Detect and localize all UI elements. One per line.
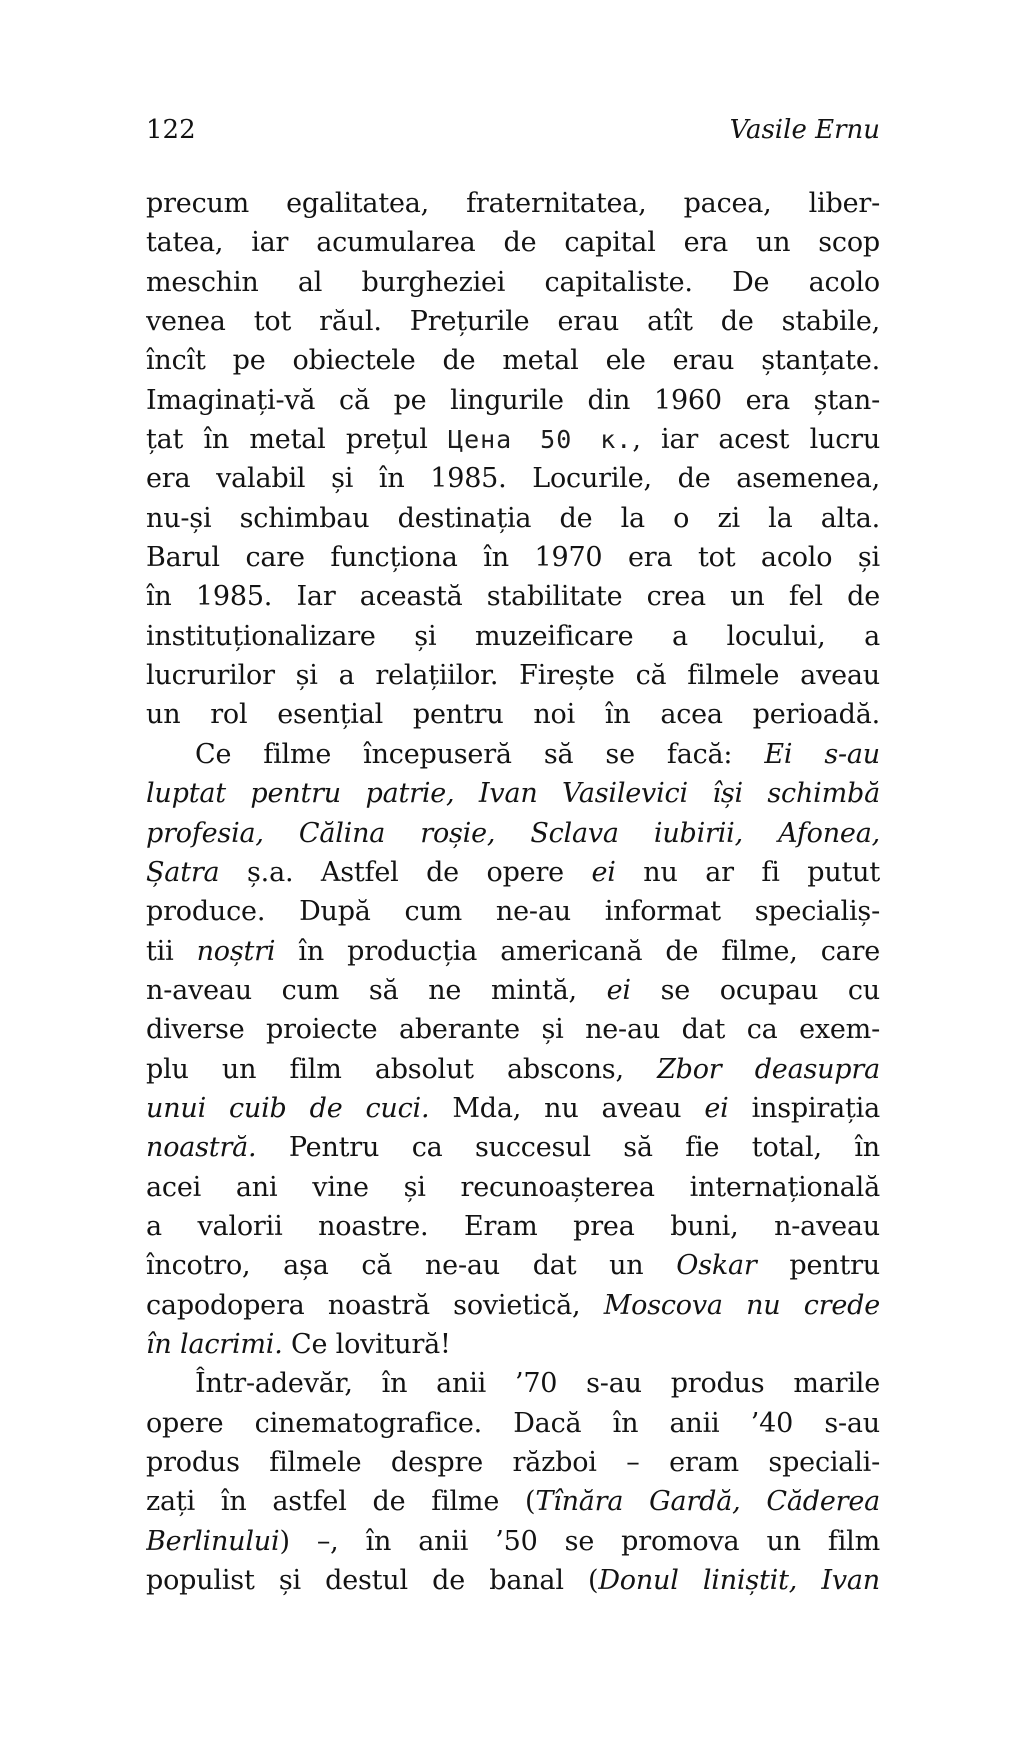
text-segment: Barul care funcționa în 1970 era tot acolo și xyxy=(146,542,880,574)
text-segment: noastră. xyxy=(146,1132,257,1164)
text-segment: ei xyxy=(606,974,631,1006)
text-segment: pentru xyxy=(756,1250,880,1282)
text-segment: ei xyxy=(704,1092,729,1124)
text-line xyxy=(146,814,880,853)
text-line xyxy=(146,1482,880,1521)
text-segment: nu-și schimbau destinația de la o zi la alta. xyxy=(146,502,880,534)
text-segment: ) –, în anii ’50 se promova un film xyxy=(279,1525,880,1557)
text-segment: un rol esențial pentru noi în acea perioadă. xyxy=(146,699,880,731)
text-line xyxy=(146,1522,880,1561)
page-header xyxy=(146,114,880,146)
text-segment: opere cinematografice. Dacă în anii ’40 s-au xyxy=(146,1407,880,1439)
text-segment: precum egalitatea, fraternitatea, pacea, liber- xyxy=(146,188,880,219)
text-line xyxy=(146,1404,880,1443)
text-line xyxy=(146,263,880,302)
text-segment: Ce filme începuseră să se facă: xyxy=(195,738,765,770)
text-segment: luptat pentru patrie, Ivan Vasilevici își schimbă xyxy=(146,778,880,810)
text-line xyxy=(146,223,880,262)
text-line xyxy=(146,892,880,931)
text-line xyxy=(146,656,880,695)
text-segment: Moscova nu crede xyxy=(603,1289,880,1321)
body-text xyxy=(146,184,880,1600)
text-line xyxy=(146,853,880,892)
page-number: 122 xyxy=(146,115,196,145)
text-segment: diverse proiecte aberante și ne-au dat ca exem- xyxy=(146,1014,880,1046)
text-line xyxy=(146,459,880,498)
text-line xyxy=(146,1286,880,1325)
text-segment: nu ar fi putut xyxy=(615,856,880,888)
text-line xyxy=(146,302,880,341)
text-line xyxy=(146,184,880,223)
running-header-author: Vasile Ernu xyxy=(729,115,880,145)
text-segment: era valabil și în 1985. Locurile, de asemenea, xyxy=(146,463,880,495)
text-line xyxy=(146,420,880,459)
text-segment: venea tot răul. Prețurile erau atît de stabile, xyxy=(146,306,880,338)
text-segment: zați în astfel de filme ( xyxy=(146,1486,536,1518)
text-line xyxy=(146,1207,880,1246)
text-segment: tatea, iar acumularea de capital era un scop xyxy=(146,227,880,259)
text-line xyxy=(146,1443,880,1482)
text-segment: inspirația xyxy=(728,1092,880,1124)
text-line xyxy=(146,1364,880,1403)
text-segment: Oskar xyxy=(676,1250,757,1282)
text-segment: Donul liniștit, Ivan xyxy=(598,1565,880,1597)
text-segment: Pentru ca succesul să fie total, în xyxy=(256,1132,880,1164)
text-segment: Zbor deasupra xyxy=(657,1053,880,1085)
text-line xyxy=(146,381,880,420)
text-segment: produs filmele despre război – eram speciali- xyxy=(146,1447,880,1478)
text-line xyxy=(146,774,880,813)
text-segment: a valorii noastre. Eram prea buni, n-aveau xyxy=(146,1210,880,1242)
text-line xyxy=(146,971,880,1010)
text-segment: Tînăra Gardă, Căderea xyxy=(535,1486,880,1518)
text-segment: în 1985. Iar această stabilitate crea un fel de xyxy=(146,581,880,613)
text-segment: produce. După cum ne-au informat specialiș- xyxy=(146,896,880,928)
text-segment: Mda, nu aveau xyxy=(429,1092,705,1124)
text-segment: Ce lovitură! xyxy=(282,1328,451,1360)
text-segment: în lacrimi. xyxy=(146,1328,283,1360)
text-line xyxy=(146,1561,880,1600)
text-segment: n-aveau cum să ne mintă, xyxy=(146,974,607,1006)
text-segment: unui cuib de cuci. xyxy=(146,1092,430,1124)
text-segment: ș.a. Astfel de opere xyxy=(219,856,592,888)
text-segment: profesia, Călina roșie, Sclava iubirii, Afonea, xyxy=(146,817,880,849)
text-segment: tii xyxy=(146,935,197,967)
text-segment: plu un film absolut abscons, xyxy=(146,1053,658,1085)
text-segment: instituționalizare și muzeificare a locului, a xyxy=(146,620,880,652)
text-line xyxy=(146,1168,880,1207)
text-segment: populist și destul de banal ( xyxy=(146,1565,599,1597)
stamped-price-text: Цена 50 к. xyxy=(448,425,633,455)
text-line xyxy=(146,1010,880,1049)
text-line xyxy=(146,617,880,656)
text-line xyxy=(146,1089,880,1128)
text-line xyxy=(146,538,880,577)
text-line xyxy=(146,1246,880,1285)
text-segment: Berlinului xyxy=(146,1525,280,1557)
text-segment: încît pe obiectele de metal ele erau ștanțate. xyxy=(146,345,880,377)
text-segment: încotro, așa că ne-au dat un xyxy=(146,1250,677,1282)
text-line xyxy=(146,735,880,774)
text-line xyxy=(146,1128,880,1167)
text-segment: Ei s-au xyxy=(764,738,880,770)
text-line xyxy=(146,1325,880,1364)
text-segment: lucrurilor și a relațiilor. Firește că filmele aveau xyxy=(146,660,880,692)
text-segment: meschin al burgheziei capitaliste. De acolo xyxy=(146,266,880,298)
text-line xyxy=(146,695,880,734)
text-line xyxy=(146,1050,880,1089)
text-line xyxy=(146,341,880,380)
text-segment: Imaginați-vă că pe lingurile din 1960 era ștan- xyxy=(146,384,880,416)
text-line xyxy=(146,499,880,538)
text-segment: Șatra xyxy=(146,856,220,888)
text-segment: se ocupau cu xyxy=(630,974,880,1006)
text-segment: acei ani vine și recunoașterea internațională xyxy=(146,1171,880,1203)
text-segment: țat în metal prețul xyxy=(146,424,449,456)
text-segment: în producția americană de filme, care xyxy=(275,935,880,967)
text-segment: ei xyxy=(591,856,616,888)
text-segment: capodopera noastră sovietică, xyxy=(146,1289,604,1321)
text-segment: noștri xyxy=(196,935,276,967)
text-line xyxy=(146,932,880,971)
text-segment: Într-adevăr, în anii ’70 s-au produs marile xyxy=(195,1368,880,1400)
text-segment: , iar acest lucru xyxy=(632,424,880,456)
text-line xyxy=(146,577,880,616)
